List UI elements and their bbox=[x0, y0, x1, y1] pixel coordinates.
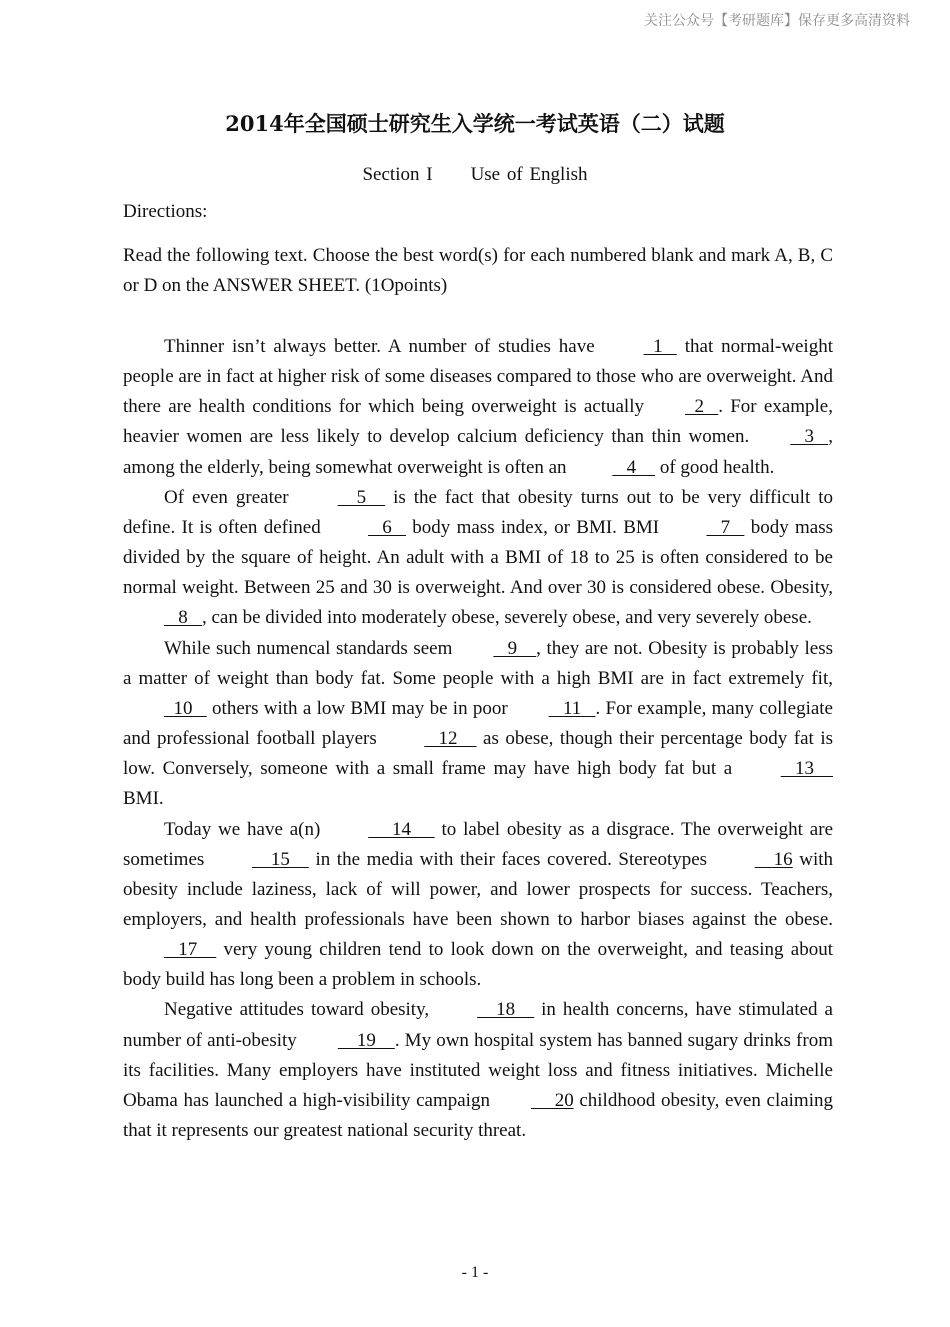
text-segment: BMI. bbox=[123, 788, 164, 810]
text-segment: very young children tend to look down on the overweight, and teasing about body build has long been a problem in schools. bbox=[123, 939, 833, 991]
paragraph-2 bbox=[123, 483, 833, 634]
text-segment: that normal-weight people are in fact at higher risk of some diseases compared to those who are overweight. And there are health conditions for which being overweight is actually bbox=[123, 336, 833, 418]
blank-2: 2 bbox=[685, 396, 719, 418]
blank-6: 6 bbox=[368, 516, 406, 538]
text-segment: While such numencal standards seem bbox=[164, 637, 453, 659]
blank-7: 7 bbox=[706, 516, 745, 538]
blank-14: 14 bbox=[368, 818, 435, 840]
paragraph-3 bbox=[123, 634, 833, 815]
blank-17: 17 bbox=[164, 939, 217, 961]
text-segment: Thinner isn’t always better. A number of studies have bbox=[164, 336, 603, 357]
directions-label: Directions: bbox=[123, 201, 208, 222]
section-number: Section I bbox=[362, 164, 433, 185]
blank-12: 12 bbox=[424, 728, 477, 750]
text-segment: . For example, heavier women are less likely to develop calcium deficiency than thin women. bbox=[123, 396, 833, 448]
page-number: - 1 - bbox=[461, 1264, 489, 1281]
text-segment: Today we have a(n) bbox=[164, 818, 328, 840]
watermark-text: 关注公众号【考研题库】保存更多高清资料 bbox=[644, 13, 910, 29]
section-heading bbox=[0, 164, 950, 186]
text-segment: . For example, many collegiate and professional football players bbox=[123, 697, 833, 750]
text-segment: to label obesity as a disgrace. The overweight are sometimes bbox=[123, 818, 833, 870]
blank-13: 13 bbox=[780, 758, 833, 780]
blank-3: 3 bbox=[790, 426, 829, 448]
text-segment: , among the elderly, being somewhat overweight is often an bbox=[123, 426, 833, 478]
text-segment: , they are not. Obesity is probably less a matter of weight than body fat. Some people with a high BMI are in fact extremely fit, bbox=[123, 637, 833, 689]
section-name: Use of English bbox=[470, 164, 588, 185]
instructions-text: Read the following text. Choose the best word(s) for each numbered blank and mark A, B, C or D on the ANSWER SHEET. (1Opoints) bbox=[123, 245, 833, 296]
text-segment: with obesity include laziness, lack of will power, and lower prospects for success. Teachers, employers, and health professionals have been shown to harbor biases against the obese. bbox=[123, 848, 833, 930]
blank-1: 1 bbox=[643, 336, 677, 357]
text-segment: body mass divided by the square of height. An adult with a BMI of 18 to 25 is often considered to be normal weight. Between 25 and 30 is overweight. And over 30 is considered obese. Obesity, bbox=[123, 516, 833, 599]
text-segment: is the fact that obesity turns out to be very difficult to define. It is often defined bbox=[123, 486, 833, 538]
text-segment: as obese, though their percentage body fat is low. Conversely, someone with a small frame may have high body fat but a bbox=[123, 728, 834, 780]
blank-20: 20 bbox=[530, 1089, 574, 1111]
blank-18: 18 bbox=[477, 999, 535, 1021]
paragraph-1 bbox=[123, 332, 833, 483]
blank-5: 5 bbox=[337, 486, 386, 508]
blank-16: 16 bbox=[754, 848, 793, 870]
text-segment: in health concerns, have stimulated a number of anti-obesity bbox=[123, 999, 833, 1051]
blank-11: 11 bbox=[548, 697, 596, 719]
blank-15: 15 bbox=[251, 848, 309, 870]
blank-19: 19 bbox=[337, 1029, 395, 1051]
blank-8: 8 bbox=[164, 607, 202, 629]
blank-9: 9 bbox=[493, 637, 537, 659]
blank-10: 10 bbox=[164, 697, 207, 719]
blank-4: 4 bbox=[612, 456, 656, 478]
reading-passage bbox=[123, 332, 833, 1146]
exam-title: 2014年全国硕士研究生入学统一考试英语（二）试题 bbox=[225, 111, 725, 136]
text-segment: of good health. bbox=[655, 456, 775, 478]
text-segment: . My own hospital system has banned sugary drinks from its facilities. Many employers have instituted weight loss and fitness initiatives. Michelle Obama has launched a high-visibility campaign bbox=[123, 1029, 833, 1111]
text-segment: body mass index, or BMI. BMI bbox=[406, 516, 666, 538]
paragraph-5 bbox=[123, 995, 833, 1146]
text-segment: , can be divided into moderately obese, severely obese, and very severely obese. bbox=[202, 607, 812, 629]
text-segment: in the media with their faces covered. Stereotypes bbox=[308, 848, 714, 870]
text-segment: others with a low BMI may be in poor bbox=[206, 697, 508, 719]
text-segment: childhood obesity, even claiming that it represents our greatest national security threat. bbox=[123, 1089, 833, 1142]
paragraph-4 bbox=[123, 815, 833, 996]
text-segment: Negative attitudes toward obesity, bbox=[164, 999, 437, 1021]
text-segment: Of even greater bbox=[164, 486, 297, 508]
